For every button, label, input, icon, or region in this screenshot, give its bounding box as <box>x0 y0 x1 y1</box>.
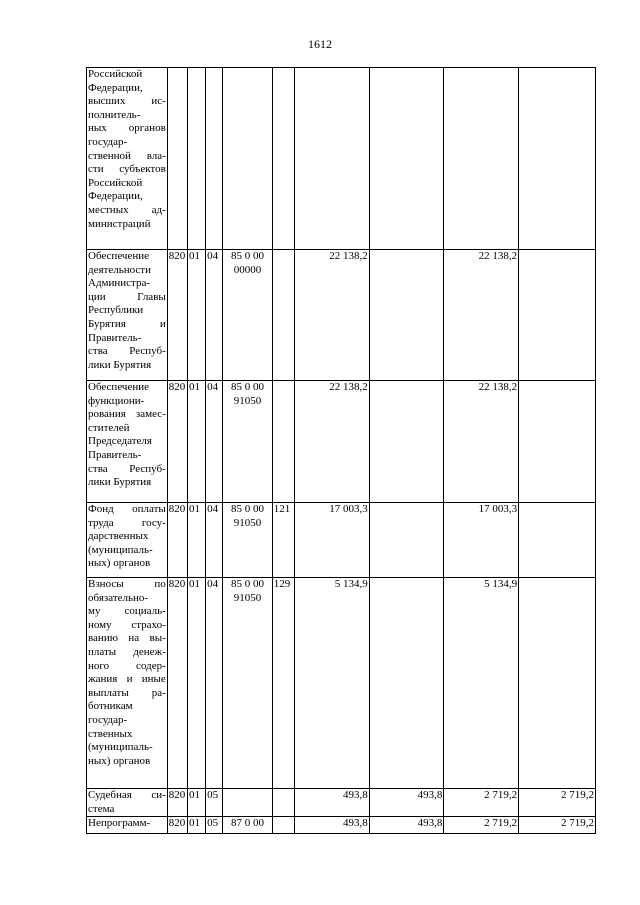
cell-amount-2 <box>369 68 444 250</box>
row-name-line: ственной вла- <box>88 149 166 162</box>
row-name-line: Обеспечение <box>88 381 149 393</box>
cell-target-article: 87 0 00 <box>223 817 272 834</box>
row-name-line: министраций <box>88 217 151 230</box>
cell-ministry-code <box>167 68 187 250</box>
row-name-line: му социаль- <box>88 605 166 618</box>
cell-amount-2 <box>369 250 444 381</box>
row-name-line: Федерации, <box>88 190 143 203</box>
row-name-line: платы денеж- <box>88 645 166 658</box>
cell-section-code <box>187 68 205 250</box>
row-name-line: Взносы по <box>88 578 166 590</box>
cell-subsection-code: 04 <box>206 578 223 789</box>
cell-amount-1: 22 138,2 <box>294 381 369 503</box>
row-name-line: государ- <box>88 713 128 726</box>
cell-ministry-code: 820 <box>167 789 187 817</box>
table-body <box>87 68 596 834</box>
row-name-line: ных) органов <box>88 557 151 570</box>
row-name <box>87 381 168 503</box>
cell-amount-3: 17 003,3 <box>444 503 519 578</box>
table-row <box>87 250 596 381</box>
row-name-line: Федерации, <box>88 81 143 94</box>
cell-amount-2: 493,8 <box>369 817 444 834</box>
row-name-line: ных) органов <box>88 754 151 767</box>
cell-amount-2 <box>369 381 444 503</box>
cell-section-code: 01 <box>187 578 205 789</box>
row-name-line: сти субъектов <box>88 163 166 176</box>
cell-amount-3: 2 719,2 <box>444 817 519 834</box>
cell-amount-3: 22 138,2 <box>444 381 519 503</box>
cell-ministry-code: 820 <box>167 381 187 503</box>
row-name-line: полнитель- <box>88 108 141 121</box>
row-name-line: жания и иные <box>88 673 166 686</box>
row-name-line: Республики <box>88 304 144 317</box>
cell-expense-type <box>272 250 294 381</box>
row-name-line: функциони- <box>88 394 145 407</box>
cell-amount-4: 2 719,2 <box>519 789 596 817</box>
cell-expense-type <box>272 68 294 250</box>
cell-amount-2 <box>369 503 444 578</box>
table-row <box>87 503 596 578</box>
row-name-line: лики Бурятия <box>88 358 152 371</box>
row-name-line: ственных <box>88 727 133 740</box>
row-name-line: стителей <box>88 421 130 434</box>
row-name-line: стема <box>88 802 115 815</box>
table-row <box>87 381 596 503</box>
row-name-line: высших ис- <box>88 95 166 108</box>
cell-ministry-code: 820 <box>167 817 187 834</box>
cell-expense-type <box>272 381 294 503</box>
cell-ministry-code: 820 <box>167 250 187 381</box>
row-name <box>87 578 168 789</box>
cell-expense-type: 121 <box>272 503 294 578</box>
row-name-line: Фонд оплаты <box>88 503 166 515</box>
row-name-line: Российской <box>88 176 143 189</box>
cell-amount-1 <box>294 68 369 250</box>
cell-target-article: 85 0 00 91050 <box>223 578 272 789</box>
row-name-line: (муниципаль- <box>88 543 153 556</box>
page-number: 1612 <box>308 37 332 51</box>
row-name-line: Администра- <box>88 277 151 290</box>
row-name-line: ства Респуб- <box>88 462 166 475</box>
cell-subsection-code: 04 <box>206 381 223 503</box>
cell-target-article <box>223 789 272 817</box>
row-name-line: ному страхо- <box>88 618 166 631</box>
row-name-line: государ- <box>88 135 128 148</box>
row-name-line: обязательно- <box>88 591 149 604</box>
row-name-line: деятельности <box>88 263 151 276</box>
row-name-line: (муниципаль- <box>88 741 153 754</box>
row-name-line: ных органов <box>88 122 166 135</box>
row-name-line: Правитель- <box>88 448 142 461</box>
row-name-line: ботникам <box>88 700 133 713</box>
row-name-line: Непрограмм- <box>88 817 151 830</box>
table-row <box>87 817 596 834</box>
cell-amount-1: 17 003,3 <box>294 503 369 578</box>
row-name <box>87 250 168 381</box>
row-name-line: рования замес- <box>88 408 166 421</box>
row-name-line: Обеспечение <box>88 250 149 262</box>
row-name <box>87 789 168 817</box>
row-name-line: Председателя <box>88 435 152 448</box>
cell-ministry-code: 820 <box>167 578 187 789</box>
cell-amount-4 <box>519 578 596 789</box>
row-name-line: дарственных <box>88 530 149 543</box>
cell-subsection-code: 05 <box>206 789 223 817</box>
cell-target-article <box>223 68 272 250</box>
cell-subsection-code: 04 <box>206 250 223 381</box>
row-name-line: труда госу- <box>88 516 166 529</box>
cell-target-article: 85 0 00 00000 <box>223 250 272 381</box>
cell-amount-1: 493,8 <box>294 789 369 817</box>
row-name <box>87 68 168 250</box>
cell-expense-type: 129 <box>272 578 294 789</box>
row-name-line: выплаты ра- <box>88 686 166 699</box>
row-name-line: Бурятия и <box>88 317 166 330</box>
row-name <box>87 817 168 834</box>
cell-amount-4 <box>519 503 596 578</box>
cell-section-code: 01 <box>187 250 205 381</box>
cell-amount-4 <box>519 381 596 503</box>
cell-amount-3: 2 719,2 <box>444 789 519 817</box>
cell-amount-1: 22 138,2 <box>294 250 369 381</box>
cell-section-code: 01 <box>187 503 205 578</box>
row-name-line: ванию на вы- <box>88 632 166 645</box>
row-name-line: Судебная си- <box>88 789 166 801</box>
cell-amount-3: 22 138,2 <box>444 250 519 381</box>
row-name-line: местных ад- <box>88 203 166 216</box>
cell-ministry-code: 820 <box>167 503 187 578</box>
cell-subsection-code: 04 <box>206 503 223 578</box>
cell-subsection-code: 05 <box>206 817 223 834</box>
row-name <box>87 503 168 578</box>
row-name-line: ции Главы <box>88 290 166 303</box>
cell-target-article: 85 0 00 91050 <box>223 503 272 578</box>
cell-subsection-code <box>206 68 223 250</box>
cell-section-code: 01 <box>187 381 205 503</box>
table-row <box>87 578 596 789</box>
cell-expense-type <box>272 817 294 834</box>
row-name-line: лики Бурятия <box>88 476 152 489</box>
row-name-line: ного содер- <box>88 659 166 672</box>
row-name-line: Российской <box>88 68 143 80</box>
cell-section-code: 01 <box>187 817 205 834</box>
table-row <box>87 68 596 250</box>
cell-amount-4 <box>519 68 596 250</box>
cell-amount-1: 5 134,9 <box>294 578 369 789</box>
budget-table <box>86 67 596 834</box>
cell-amount-3: 5 134,9 <box>444 578 519 789</box>
table-row <box>87 789 596 817</box>
cell-amount-2: 493,8 <box>369 789 444 817</box>
row-name-line: Правитель- <box>88 331 142 344</box>
cell-amount-4: 2 719,2 <box>519 817 596 834</box>
row-name-line: ства Респуб- <box>88 345 166 358</box>
cell-amount-2 <box>369 578 444 789</box>
cell-amount-1: 493,8 <box>294 817 369 834</box>
cell-target-article: 85 0 00 91050 <box>223 381 272 503</box>
cell-section-code: 01 <box>187 789 205 817</box>
cell-amount-4 <box>519 250 596 381</box>
cell-expense-type <box>272 789 294 817</box>
cell-amount-3 <box>444 68 519 250</box>
